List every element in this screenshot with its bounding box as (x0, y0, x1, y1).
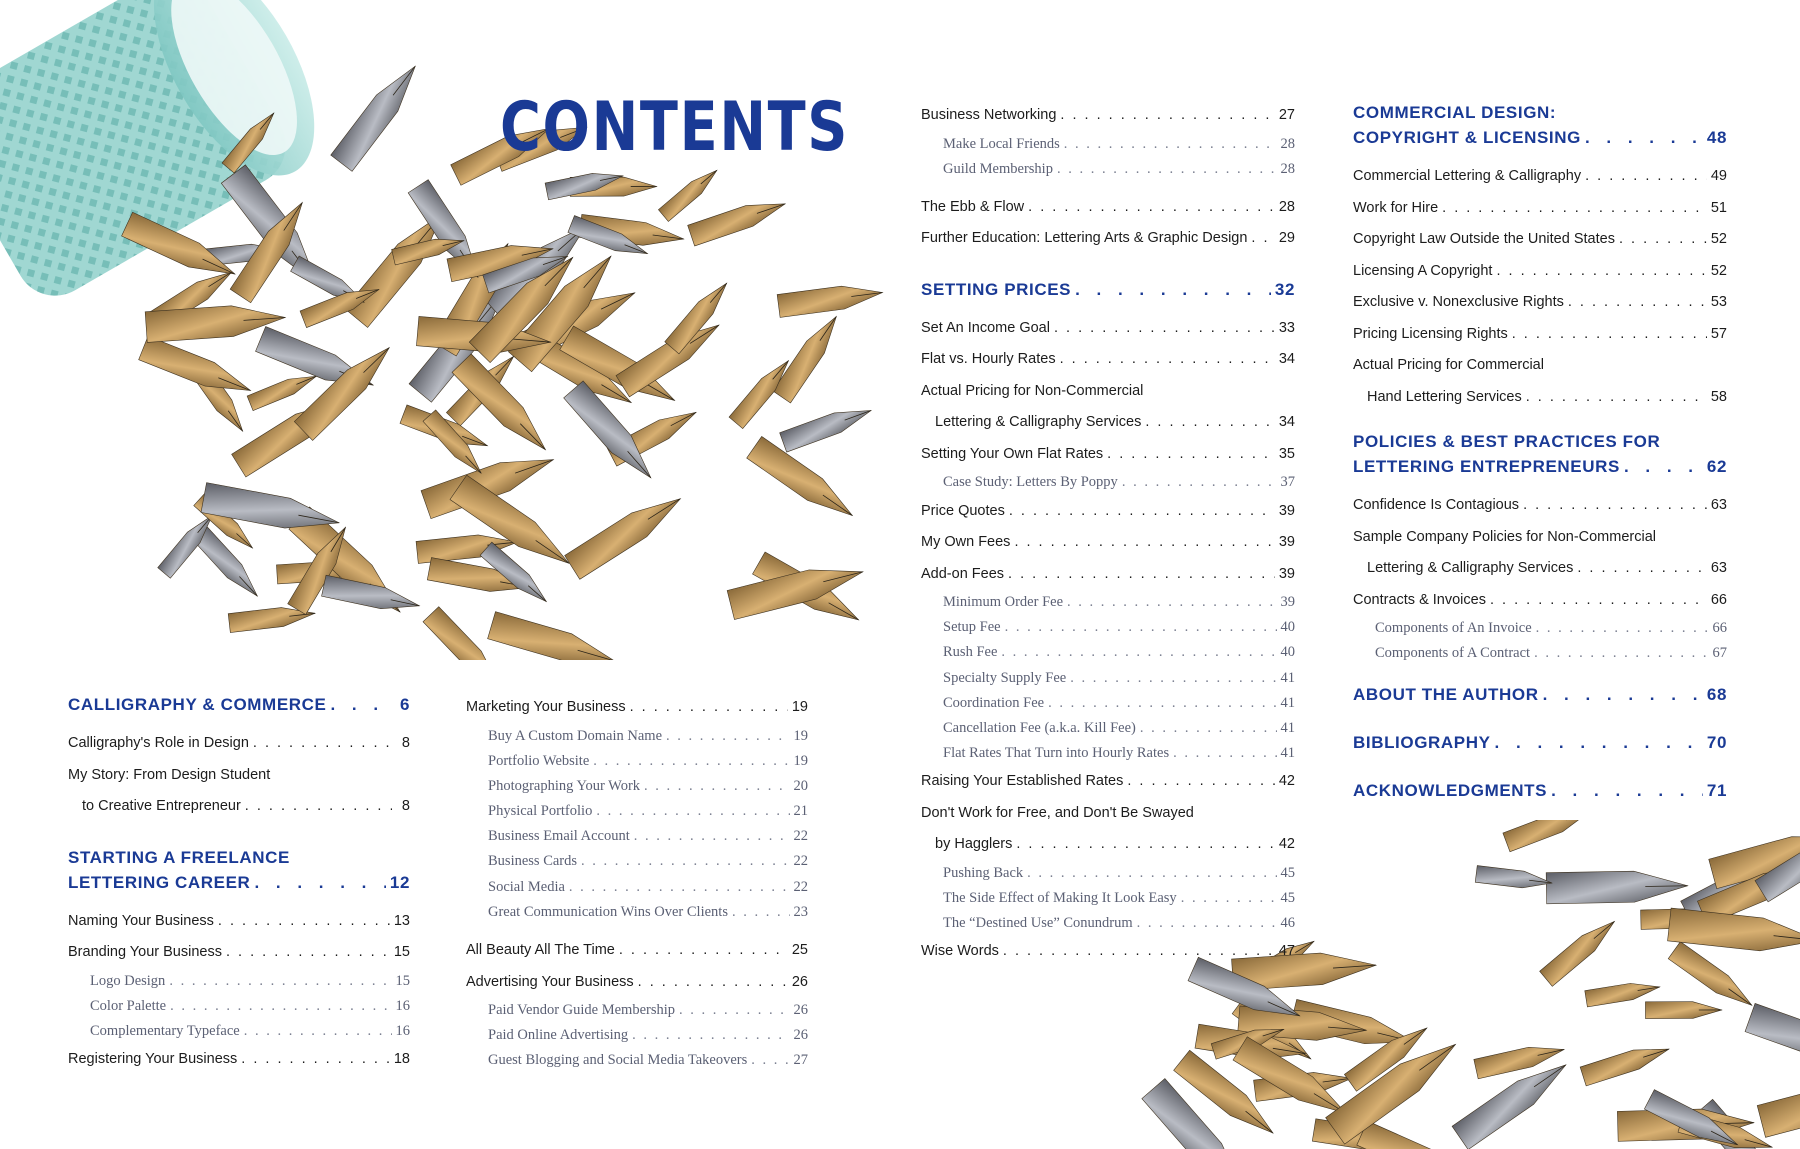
toc-subentry-title: Pushing Back (943, 864, 1024, 881)
toc-page-number: 28 (1278, 198, 1295, 215)
toc-page-number: 16 (395, 1022, 410, 1039)
toc-entry[interactable] (68, 937, 410, 969)
toc-subentry[interactable] (466, 900, 808, 925)
toc-entry-title: Marketing Your Business (466, 699, 626, 715)
toc-entry[interactable] (921, 407, 1295, 439)
toc-page-number: 41 (1280, 669, 1295, 686)
toc-entry[interactable] (68, 728, 410, 760)
toc-entry[interactable] (1353, 319, 1727, 351)
pen-nib-icon (1757, 1068, 1800, 1138)
toc-subentry-title: Case Study: Letters By Poppy (943, 474, 1118, 491)
toc-page-number: 39 (1278, 565, 1295, 582)
toc-section[interactable] (1353, 125, 1727, 151)
toc-entry-title: All Beauty All The Time (466, 942, 615, 958)
toc-page-number: 63 (1710, 560, 1727, 576)
toc-entry[interactable] (921, 313, 1295, 345)
toc-page-number: 49 (1710, 168, 1727, 184)
toc-page-number: 41 (1280, 694, 1295, 711)
toc-subentry-title: The Side Effect of Making It Look Easy (943, 890, 1177, 907)
toc-entry-title: Naming Your Business (68, 912, 214, 929)
toc-subentry-title: Business Email Account (488, 828, 630, 845)
toc-entry[interactable]: My Story: From Design Student (68, 766, 271, 783)
toc-section-title: LETTERING CAREER (68, 872, 251, 892)
toc-subentry-title: Rush Fee (943, 644, 998, 661)
toc-subentry-title: Paid Online Advertising (488, 1027, 629, 1044)
toc-page-number: 28 (1280, 160, 1295, 177)
toc-entry-title: My Own Fees (921, 534, 1011, 551)
toc-subentry-title: Color Palette (90, 997, 167, 1014)
toc-subentry[interactable] (921, 470, 1295, 495)
page-title: CONTENTS (500, 88, 850, 167)
toc-subentry[interactable] (921, 615, 1295, 640)
toc-page-number: 58 (1710, 388, 1727, 405)
toc-subentry-title: Components of A Contract (1375, 645, 1531, 662)
toc-page-number: 39 (1278, 534, 1295, 551)
toc-entry[interactable] (921, 766, 1295, 798)
toc-section[interactable] (68, 870, 410, 896)
pen-nib-icon (331, 58, 426, 171)
toc-entry-title: Confidence Is Contagious (1353, 497, 1520, 513)
toc-page-number: 45 (1280, 890, 1295, 907)
pen-nib-icon (1503, 820, 1595, 852)
toc-subentry[interactable] (68, 969, 410, 994)
toc-subentry[interactable] (921, 861, 1295, 886)
toc-entry-title: Licensing A Copyright (1353, 262, 1493, 279)
toc-subentry[interactable] (466, 875, 808, 900)
toc-column-4 (1353, 100, 1727, 804)
toc-page-number: 20 (793, 777, 808, 794)
toc-subentry[interactable] (466, 774, 808, 799)
toc-entry-title: Price Quotes (921, 502, 1005, 519)
pen-nib-icon (616, 315, 726, 397)
toc-page-number: 67 (1712, 645, 1727, 662)
toc-subentry[interactable] (466, 849, 808, 874)
toc-entry[interactable]: Actual Pricing for Commercial (1353, 357, 1544, 373)
toc-section[interactable] (1353, 454, 1727, 480)
pen-nib-icon (780, 401, 875, 452)
toc-subentry-title: Guild Membership (943, 160, 1053, 177)
toc-page-number: 62 (1706, 457, 1727, 476)
toc-entry-title: Advertising Your Business (466, 973, 634, 990)
pen-nib-icon (658, 164, 721, 221)
toc-subentry-title: Flat Rates That Turn into Hourly Rates (943, 745, 1170, 762)
toc-entry[interactable] (921, 936, 1295, 968)
toc-section-title: ACKNOWLEDGMENTS (1353, 781, 1548, 801)
toc-column-2 (466, 692, 808, 1074)
pen-nib-icon (1540, 914, 1621, 986)
toc-page-number: 39 (1278, 502, 1295, 519)
toc-page-number: 52 (1710, 262, 1727, 279)
toc-entry-title: The Ebb & Flow (921, 198, 1025, 215)
toc-entry-title: by Hagglers (935, 836, 1013, 853)
toc-section-title: CALLIGRAPHY & COMMERCE (68, 695, 327, 714)
toc-page-number: 18 (393, 1051, 410, 1068)
toc-subentry[interactable] (1353, 616, 1727, 641)
toc-page-number: 29 (1278, 230, 1295, 247)
toc-entry[interactable] (921, 192, 1295, 224)
toc-section[interactable] (1353, 682, 1727, 708)
toc-subentry-title: Social Media (488, 878, 565, 895)
toc-subentry[interactable] (68, 1019, 410, 1044)
toc-entry-title: Business Networking (921, 107, 1057, 123)
toc-page-number: 42 (1278, 773, 1295, 790)
toc-page-number: 15 (395, 972, 410, 989)
toc-page-number: 35 (1278, 445, 1295, 462)
toc-entry-title: Add-on Fees (921, 565, 1005, 582)
toc-page-number: 22 (793, 878, 808, 895)
pen-nib-icon (247, 369, 319, 411)
toc-entry[interactable] (921, 223, 1295, 255)
toc-page-number: 51 (1710, 199, 1727, 216)
toc-page-number: 34 (1278, 414, 1295, 431)
toc-entry[interactable] (466, 967, 808, 999)
toc-subentry-title: Business Cards (488, 853, 578, 870)
toc-entry[interactable]: Sample Company Policies for Non-Commercial (1353, 528, 1656, 545)
toc-subentry[interactable] (466, 1048, 808, 1073)
toc-entry[interactable] (921, 439, 1295, 471)
toc-page-number: 37 (1280, 474, 1295, 491)
toc-page-number: 27 (1278, 107, 1295, 123)
toc-subentry[interactable] (921, 590, 1295, 615)
toc-subentry[interactable] (466, 724, 808, 749)
toc-entry-title: Set An Income Goal (921, 319, 1050, 336)
toc-entry-title: Lettering & Calligraphy Services (1367, 560, 1574, 576)
toc-subentry[interactable] (921, 157, 1295, 182)
toc-page-number: 6 (399, 695, 410, 714)
toc-page-number: 66 (1710, 591, 1727, 608)
toc-subentry[interactable] (921, 886, 1295, 911)
toc-entry-title: Copyright Law Outside the United States (1353, 231, 1615, 247)
toc-page-number: 22 (793, 828, 808, 845)
toc-page-number: 40 (1280, 644, 1295, 661)
toc-page-number: 66 (1712, 620, 1727, 636)
toc-entry[interactable] (1353, 553, 1727, 585)
toc-entry[interactable] (68, 791, 410, 823)
toc-subentry[interactable] (466, 749, 808, 774)
pen-nib-icon (1645, 1002, 1721, 1019)
toc-entry-title: Branding Your Business (68, 944, 222, 960)
toc-entry-title: Pricing Licensing Rights (1353, 325, 1508, 342)
pen-nib-icon (747, 436, 860, 526)
toc-entry[interactable] (466, 692, 808, 724)
toc-entry-title: Work for Hire (1353, 199, 1439, 216)
toc-entry[interactable] (466, 935, 808, 967)
toc-page-number: 19 (793, 727, 808, 744)
toc-entry-title: Wise Words (921, 943, 999, 960)
toc-page-number: 53 (1710, 294, 1727, 310)
toc-subentry-title: Complementary Typeface (90, 1022, 240, 1039)
toc-page-number: 57 (1710, 325, 1727, 342)
pen-nib-icon (688, 193, 789, 245)
toc-page-number: 47 (1278, 943, 1295, 960)
toc-entry[interactable]: Actual Pricing for Non-Commercial (921, 382, 1144, 399)
toc-section-title[interactable]: STARTING A FREELANCE (68, 847, 290, 867)
toc-page-number: 70 (1706, 733, 1727, 753)
toc-entry[interactable] (921, 527, 1295, 559)
toc-entry-title: to Creative Entrepreneur (82, 798, 241, 814)
toc-subentry-title: Components of An Invoice (1375, 620, 1532, 636)
toc-subentry-title: Setup Fee (943, 619, 1001, 636)
toc-entry[interactable] (1353, 256, 1727, 288)
toc-page-number: 19 (793, 752, 808, 769)
toc-subentry-title: Buy A Custom Domain Name (488, 727, 662, 744)
toc-page-number: 28 (1280, 135, 1295, 152)
toc-subentry[interactable] (921, 666, 1295, 691)
toc-section[interactable] (68, 692, 410, 718)
toc-section-title: BIBLIOGRAPHY (1353, 733, 1491, 753)
toc-section-title[interactable]: COMMERCIAL DESIGN: (1353, 103, 1557, 122)
toc-subentry-title: Make Local Friends (943, 135, 1060, 152)
toc-page-number: 21 (793, 803, 808, 820)
toc-page-number: 42 (1278, 836, 1295, 853)
toc-page-number: 26 (793, 1027, 808, 1044)
toc-subentry-title: Logo Design (90, 972, 166, 989)
toc-page-number: 26 (791, 973, 808, 990)
toc-entry[interactable]: Don't Work for Free, and Don't Be Swayed (921, 804, 1194, 821)
toc-subentry[interactable] (921, 691, 1295, 716)
toc-subentry[interactable] (68, 994, 410, 1019)
toc-page-number: 46 (1280, 915, 1295, 932)
toc-section-title: SETTING PRICES (921, 279, 1072, 299)
toc-entry-title: Setting Your Own Flat Rates (921, 445, 1104, 462)
toc-entry[interactable] (921, 100, 1295, 132)
toc-entry-title: Exclusive v. Nonexclusive Rights (1353, 294, 1564, 310)
toc-section[interactable] (1353, 730, 1727, 756)
toc-page-number: 52 (1710, 231, 1727, 247)
toc-entry-title: Commercial Lettering & Calligraphy (1353, 168, 1582, 184)
toc-page-number: 39 (1280, 594, 1295, 611)
toc-entry-title: Raising Your Established Rates (921, 773, 1124, 790)
toc-subentry[interactable] (1353, 641, 1727, 666)
toc-subentry-title: Guest Blogging and Social Media Takeovers (488, 1052, 748, 1069)
toc-entry-title: Further Education: Lettering Arts & Graphic Design (921, 230, 1248, 247)
toc-page-number: 26 (793, 1002, 808, 1018)
toc-subentry[interactable] (466, 1023, 808, 1048)
toc-entry[interactable] (1353, 382, 1727, 414)
toc-section-title: LETTERING ENTREPRENEURS (1353, 457, 1620, 476)
toc-section-title: ABOUT THE AUTHOR (1353, 685, 1539, 705)
pen-nib-icon (773, 311, 845, 403)
toc-page-number: 23 (793, 903, 808, 920)
toc-subentry[interactable] (466, 799, 808, 824)
toc-page-number: 16 (395, 997, 410, 1014)
toc-entry[interactable] (921, 559, 1295, 591)
toc-subentry[interactable] (921, 716, 1295, 741)
pen-nib-icon (777, 281, 884, 317)
toc-page-number: 22 (793, 853, 808, 870)
toc-page-number: 12 (389, 872, 410, 892)
toc-page-number: 41 (1280, 745, 1295, 762)
toc-page-number: 8 (401, 798, 410, 814)
toc-subentry-title: Great Communication Wins Over Clients (488, 903, 728, 920)
toc-subentry[interactable] (921, 741, 1295, 766)
toc-subentry-title: Paid Vendor Guide Membership (488, 1002, 675, 1018)
pen-nib-icon (1475, 866, 1553, 892)
toc-entry[interactable] (68, 1044, 410, 1076)
toc-entry[interactable] (921, 496, 1295, 528)
toc-entry[interactable] (68, 906, 410, 938)
pen-nib-icon (488, 612, 619, 660)
toc-subentry-title: Portfolio Website (488, 752, 590, 769)
toc-subentry[interactable] (466, 998, 808, 1023)
toc-page-number: 40 (1280, 619, 1295, 636)
toc-entry[interactable] (1353, 287, 1727, 319)
toc-subentry-title: Specialty Supply Fee (943, 669, 1067, 686)
toc-column-3 (921, 100, 1295, 968)
toc-page-number: 34 (1278, 351, 1295, 368)
toc-page-number: 25 (791, 942, 808, 958)
pen-nib-icon (1546, 870, 1688, 904)
toc-page-number: 63 (1710, 497, 1727, 513)
toc-page-number: 15 (393, 944, 410, 960)
toc-entry-title: Lettering & Calligraphy Services (935, 414, 1142, 431)
toc-subentry-title: The “Destined Use” Conundrum (943, 915, 1133, 932)
toc-page-number: 27 (793, 1052, 808, 1069)
toc-subentry[interactable] (921, 132, 1295, 157)
toc-subentry-title: Cancellation Fee (a.k.a. Kill Fee) (943, 720, 1136, 736)
pen-nib-icon (450, 475, 577, 575)
toc-entry[interactable] (1353, 193, 1727, 225)
toc-entry-title: Registering Your Business (68, 1051, 238, 1068)
toc-entry-title: Flat vs. Hourly Rates (921, 351, 1056, 368)
toc-page-number: 13 (393, 912, 410, 929)
toc-section-title: COPYRIGHT & LICENSING (1353, 128, 1581, 147)
toc-entry-title: Calligraphy's Role in Design (68, 735, 249, 751)
pen-nib-icon (1745, 1003, 1800, 1077)
toc-entry[interactable] (1353, 490, 1727, 522)
toc-entry[interactable] (1353, 224, 1727, 256)
toc-entry-title: Hand Lettering Services (1367, 388, 1522, 405)
toc-page-number: 8 (401, 735, 410, 751)
pen-nib-icon (1580, 1040, 1672, 1086)
toc-entry[interactable] (921, 829, 1295, 861)
toc-section[interactable] (921, 277, 1295, 303)
toc-page-number: 41 (1280, 720, 1295, 736)
toc-section[interactable] (1353, 778, 1727, 804)
toc-section-title[interactable]: POLICIES & BEST PRACTICES FOR (1353, 432, 1661, 451)
toc-entry[interactable] (1353, 161, 1727, 193)
toc-page-number: 19 (791, 699, 808, 715)
toc-subentry-title: Photographing Your Work (488, 777, 641, 794)
toc-subentry[interactable] (466, 824, 808, 849)
toc-page-number: 68 (1706, 685, 1727, 705)
toc-subentry[interactable] (921, 640, 1295, 665)
toc-subentry-title: Physical Portfolio (488, 803, 593, 820)
toc-page-number: 48 (1706, 128, 1727, 147)
pen-nib-icon (139, 336, 255, 402)
toc-entry-title: Contracts & Invoices (1353, 591, 1486, 608)
toc-entry[interactable] (1353, 585, 1727, 617)
toc-page-number: 45 (1280, 864, 1295, 881)
toc-page-number: 32 (1274, 279, 1295, 299)
pen-nib-icon (565, 487, 688, 579)
toc-entry[interactable] (921, 344, 1295, 376)
toc-subentry[interactable] (921, 911, 1295, 936)
toc-page-number: 33 (1278, 319, 1295, 336)
toc-column-1 (68, 692, 410, 1076)
toc-subentry-title: Coordination Fee (943, 694, 1045, 711)
toc-page-number: 71 (1706, 781, 1727, 801)
toc-subentry-title: Minimum Order Fee (943, 594, 1064, 611)
